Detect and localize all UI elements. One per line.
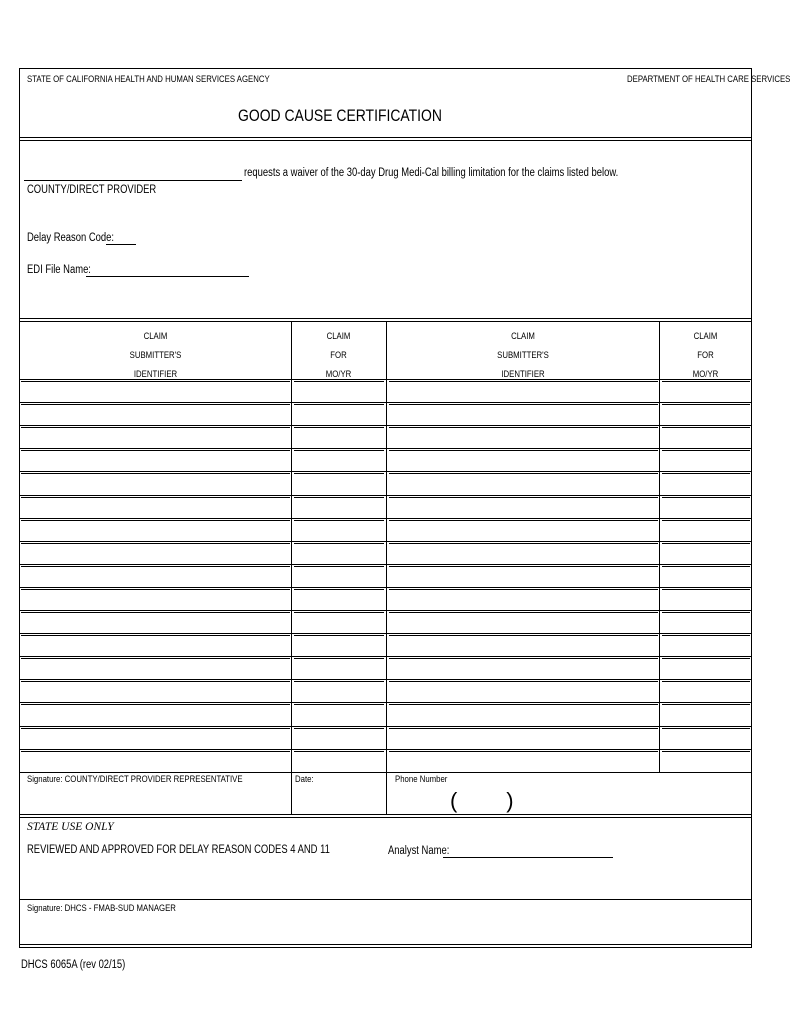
- table-cell-field[interactable]: [389, 681, 658, 682]
- col3-line2: SUBMITTER'S: [497, 350, 549, 361]
- table-row-line: [19, 402, 752, 403]
- table-row-line: [19, 425, 752, 426]
- col-divider-3: [659, 321, 660, 772]
- col4-line1: CLAIM: [693, 331, 718, 342]
- table-row-line: [19, 587, 752, 588]
- delay-reason-field[interactable]: [106, 244, 136, 245]
- table-row-line: [19, 656, 752, 657]
- table-cell-field[interactable]: [294, 543, 384, 544]
- table-cell-field[interactable]: [662, 566, 750, 567]
- table-cell-field[interactable]: [662, 543, 750, 544]
- provider-name-line[interactable]: [24, 180, 242, 181]
- table-cell-field[interactable]: [389, 728, 658, 729]
- table-cell-field[interactable]: [662, 427, 750, 428]
- table-row-line: [19, 564, 752, 565]
- manager-section-divider: [19, 899, 752, 900]
- table-cell-field[interactable]: [662, 589, 750, 590]
- col-header-submitter-id-1: [20, 327, 291, 384]
- col-header-month-year-2: [660, 327, 751, 384]
- table-cell-field[interactable]: [21, 543, 290, 544]
- table-cell-field[interactable]: [389, 612, 658, 613]
- table-cell-field[interactable]: [21, 658, 290, 659]
- table-cell-field[interactable]: [21, 612, 290, 613]
- delay-reason-label: Delay Reason Code:: [27, 232, 115, 244]
- table-cell-field[interactable]: [294, 473, 384, 474]
- table-cell-field[interactable]: [21, 751, 290, 752]
- phone-area-code-parens[interactable]: ( ): [450, 788, 514, 813]
- department-name: DEPARTMENT OF HEALTH CARE SERVICES: [627, 74, 790, 85]
- table-cell-field[interactable]: [389, 497, 658, 498]
- provider-signature-label: Signature: COUNTY/DIRECT PROVIDER REPRESENTATIVE: [27, 774, 243, 785]
- table-cell-field[interactable]: [662, 704, 750, 705]
- col-divider-2: [386, 321, 387, 772]
- table-row-line: [19, 518, 752, 519]
- table-row-line: [19, 495, 752, 496]
- table-cell-field[interactable]: [21, 404, 290, 405]
- table-cell-field[interactable]: [294, 427, 384, 428]
- analyst-name-field[interactable]: [443, 857, 613, 858]
- table-cell-field[interactable]: [662, 381, 750, 382]
- agency-name: STATE OF CALIFORNIA HEALTH AND HUMAN SERVICES AGENCY: [27, 74, 270, 85]
- col2-line1: CLAIM: [326, 331, 351, 342]
- col4-line2: FOR: [697, 350, 714, 361]
- table-cell-field[interactable]: [662, 635, 750, 636]
- date-label: Date:: [295, 774, 314, 785]
- waiver-text: requests a waiver of the 30-day Drug Medi-Cal billing limitation for the claims listed below.: [244, 167, 619, 179]
- table-cell-field[interactable]: [389, 543, 658, 544]
- table-row-line: [19, 633, 752, 634]
- table-cell-field[interactable]: [389, 520, 658, 521]
- table-row-line: [19, 679, 752, 680]
- table-cell-field[interactable]: [21, 427, 290, 428]
- table-cell-field[interactable]: [21, 635, 290, 636]
- table-cell-field[interactable]: [294, 704, 384, 705]
- col2-line2: FOR: [330, 350, 347, 361]
- table-row-line: [19, 541, 752, 542]
- table-cell-field[interactable]: [294, 751, 384, 752]
- state-use-divider: [19, 814, 752, 818]
- table-cell-field[interactable]: [294, 381, 384, 382]
- col3-line1: CLAIM: [511, 331, 535, 342]
- table-cell-field[interactable]: [389, 658, 658, 659]
- frame-top-border: [19, 68, 752, 69]
- table-cell-field[interactable]: [21, 450, 290, 451]
- table-cell-field[interactable]: [21, 381, 290, 382]
- table-cell-field[interactable]: [294, 635, 384, 636]
- provider-label: COUNTY/DIRECT PROVIDER: [27, 184, 157, 196]
- table-row-line: [19, 471, 752, 472]
- edi-file-field[interactable]: [86, 276, 249, 277]
- table-cell-field[interactable]: [662, 658, 750, 659]
- table-cell-field[interactable]: [21, 497, 290, 498]
- table-cell-field[interactable]: [21, 589, 290, 590]
- table-cell-field[interactable]: [389, 427, 658, 428]
- form-bottom-border: [19, 944, 752, 948]
- table-cell-field[interactable]: [294, 497, 384, 498]
- table-cell-field[interactable]: [662, 450, 750, 451]
- table-cell-field[interactable]: [21, 728, 290, 729]
- col1-line3: IDENTIFIER: [133, 369, 178, 380]
- analyst-name-label: Analyst Name:: [388, 845, 450, 857]
- table-cell-field[interactable]: [389, 566, 658, 567]
- table-cell-field[interactable]: [294, 450, 384, 451]
- form-number: DHCS 6065A (rev 02/15): [21, 959, 126, 971]
- col-header-submitter-id-2: [387, 327, 659, 384]
- table-cell-field[interactable]: [294, 589, 384, 590]
- table-cell-field[interactable]: [21, 520, 290, 521]
- table-cell-field[interactable]: [294, 520, 384, 521]
- table-cell-field[interactable]: [21, 473, 290, 474]
- form-title: GOOD CAUSE CERTIFICATION: [238, 106, 442, 125]
- table-cell-field[interactable]: [21, 681, 290, 682]
- table-cell-field[interactable]: [662, 612, 750, 613]
- manager-signature-label: Signature: DHCS - FMAB-SUD MANAGER: [27, 903, 176, 914]
- table-row-line: [19, 726, 752, 727]
- table-cell-field[interactable]: [294, 404, 384, 405]
- table-cell-field[interactable]: [389, 450, 658, 451]
- table-cell-field[interactable]: [294, 612, 384, 613]
- table-cell-field[interactable]: [662, 520, 750, 521]
- col2-line3: MO/YR: [325, 369, 352, 380]
- table-cell-field[interactable]: [662, 404, 750, 405]
- table-cell-field[interactable]: [662, 751, 750, 752]
- table-cell-field[interactable]: [389, 635, 658, 636]
- col4-line3: MO/YR: [692, 369, 719, 380]
- table-cell-field[interactable]: [294, 681, 384, 682]
- table-cell-field[interactable]: [389, 751, 658, 752]
- state-use-heading: STATE USE ONLY: [27, 821, 114, 833]
- table-cell-field[interactable]: [389, 381, 658, 382]
- header-divider: [19, 137, 752, 141]
- table-row-line: [19, 702, 752, 703]
- table-cell-field[interactable]: [294, 658, 384, 659]
- table-cell-field[interactable]: [21, 566, 290, 567]
- table-row-line: [19, 448, 752, 449]
- table-cell-field[interactable]: [389, 704, 658, 705]
- table-cell-field[interactable]: [662, 728, 750, 729]
- signature-divider-2: [386, 772, 387, 814]
- table-cell-field[interactable]: [662, 497, 750, 498]
- table-row-line: [19, 610, 752, 611]
- table-cell-field[interactable]: [294, 566, 384, 567]
- table-cell-field[interactable]: [21, 704, 290, 705]
- table-row-line: [19, 379, 752, 380]
- col1-line1: CLAIM: [143, 331, 168, 342]
- col-divider-1: [291, 321, 292, 772]
- table-cell-field[interactable]: [662, 681, 750, 682]
- edi-file-label: EDI File Name:: [27, 264, 91, 276]
- approval-text: REVIEWED AND APPROVED FOR DELAY REASON CODES 4 AND 11: [27, 844, 330, 856]
- table-cell-field[interactable]: [662, 473, 750, 474]
- table-cell-field[interactable]: [389, 589, 658, 590]
- table-cell-field[interactable]: [389, 473, 658, 474]
- table-cell-field[interactable]: [389, 404, 658, 405]
- col3-line3: IDENTIFIER: [501, 369, 545, 380]
- col-header-month-year-1: [292, 327, 385, 384]
- signature-divider-1: [291, 772, 292, 814]
- table-cell-field[interactable]: [294, 728, 384, 729]
- table-row-line: [19, 749, 752, 750]
- col1-line2: SUBMITTER'S: [129, 350, 182, 361]
- phone-label: Phone Number: [395, 774, 448, 785]
